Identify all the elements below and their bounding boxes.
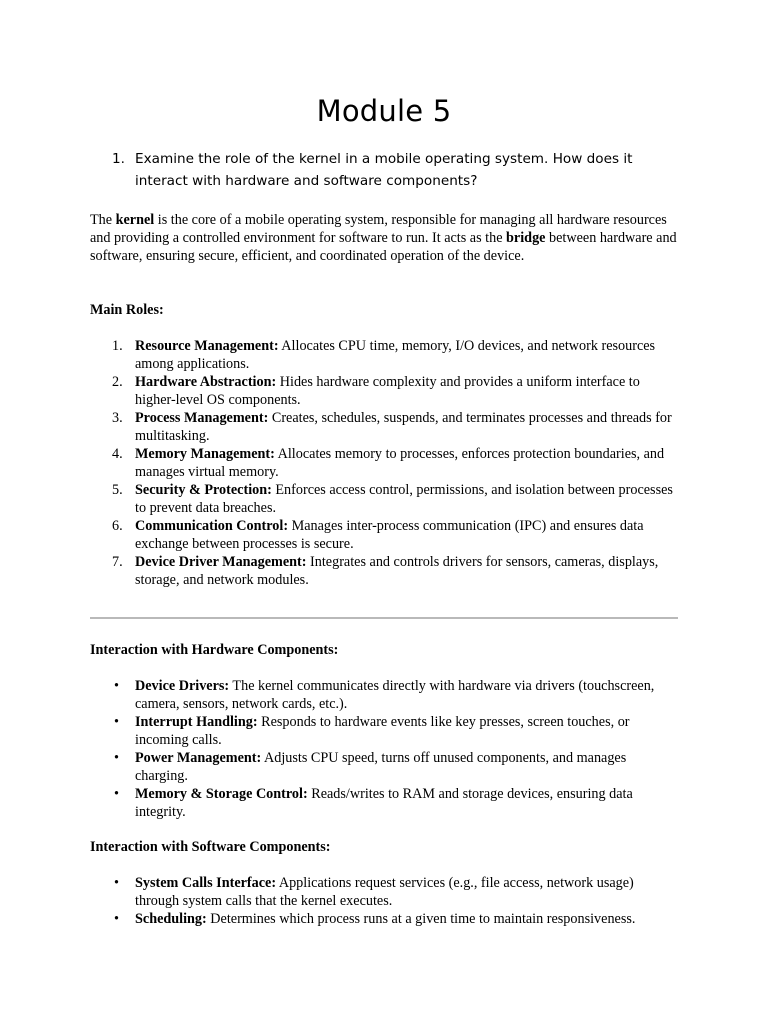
list-item-desc: Allocates CPU time, memory, I/O devices, and network resources among applications. [135, 338, 656, 372]
intro-paragraph [90, 211, 680, 265]
list-item [90, 481, 680, 517]
list-item-desc: Responds to hardware events like key presses, screen touches, or incoming calls. [135, 714, 630, 748]
list-item [90, 337, 680, 373]
list-item-desc: Hides hardware complexity and provides a uniform interface to higher-level OS components. [135, 374, 640, 408]
intro-text-3: between hardware and software, ensuring secure, efficient, and coordinated operation of the device. [90, 230, 677, 264]
page-title: Module 5 [316, 94, 452, 128]
list-item-term: Memory Management: [135, 446, 275, 462]
list-item-desc: The kernel communicates directly with hardware via drivers (touchscreen, camera, sensors, network cards, etc.). [135, 678, 655, 712]
list-item-term: Interrupt Handling: [135, 714, 258, 730]
hardware-heading: Interaction with Hardware Components: [90, 642, 339, 658]
list-item [90, 910, 680, 928]
list-number: 5. [112, 482, 123, 498]
list-item [90, 373, 680, 409]
list-item-term: Power Management: [135, 750, 262, 766]
list-number: 2. [112, 374, 123, 390]
list-item-desc: Manages inter-process communication (IPC) and ensures data exchange between processes is secure. [135, 518, 644, 552]
list-item-term: Process Management: [135, 410, 269, 426]
list-item-term: Scheduling: [135, 911, 207, 927]
list-item-desc: Reads/writes to RAM and storage devices, ensuring data integrity. [135, 786, 633, 820]
list-number: 7. [112, 554, 123, 570]
list-item-term: Communication Control: [135, 518, 289, 534]
list-item-term: Memory & Storage Control: [135, 786, 308, 802]
intro-kernel-term: kernel [115, 212, 155, 228]
bullet-icon: • [114, 786, 119, 802]
list-item-term: Security & Protection: [135, 482, 272, 498]
list-item-desc: Creates, schedules, suspends, and terminates processes and threads for multitasking. [135, 410, 672, 444]
list-item [90, 749, 680, 785]
list-item-desc: Allocates memory to processes, enforces protection boundaries, and manages virtual memory. [135, 446, 665, 480]
list-item-term: Resource Management: [135, 338, 279, 354]
main-roles-heading: Main Roles: [90, 302, 164, 318]
question-text: Examine the role of the kernel in a mobile operating system. How does it interact with hardware and software components? [135, 151, 633, 189]
list-item [90, 874, 680, 910]
list-item-term: System Calls Interface: [135, 875, 277, 891]
intro-text-2: is the core of a mobile operating system, responsible for managing all hardware resources and providing a controlled environment for software to run. It acts as the [90, 212, 667, 246]
intro-text-1: The [90, 212, 116, 228]
horizontal-divider [90, 617, 678, 619]
intro-bridge-term: bridge [506, 230, 546, 246]
bullet-icon: • [114, 750, 119, 766]
list-item [90, 713, 680, 749]
bullet-icon: • [114, 714, 119, 730]
list-number: 1. [112, 338, 123, 354]
bullet-icon: • [114, 678, 119, 694]
list-item-desc: Integrates and controls drivers for sensors, cameras, displays, storage, and network modules. [135, 554, 659, 588]
list-item [90, 677, 680, 713]
software-list [90, 874, 680, 928]
list-item-desc: Adjusts CPU speed, turns off unused components, and manages charging. [135, 750, 627, 784]
list-item [90, 445, 680, 481]
list-number: 4. [112, 446, 123, 462]
question-1 [112, 148, 672, 192]
list-item-term: Device Driver Management: [135, 554, 307, 570]
bullet-icon: • [114, 875, 119, 891]
list-item-desc: Applications request services (e.g., file access, network usage) through system calls that the kernel executes. [135, 875, 634, 909]
list-item-desc: Determines which process runs at a given time to maintain responsiveness. [206, 911, 636, 927]
software-heading: Interaction with Software Components: [90, 839, 331, 855]
list-item-desc: Enforces access control, permissions, and isolation between processes to prevent data breaches. [135, 482, 673, 516]
list-item-term: Device Drivers: [135, 678, 230, 694]
bullet-icon: • [114, 911, 119, 927]
list-number: 3. [112, 410, 123, 426]
list-item-term: Hardware Abstraction: [135, 374, 277, 390]
list-item [90, 553, 680, 589]
question-number: 1. [112, 151, 125, 167]
hardware-list [90, 677, 680, 821]
list-item [90, 409, 680, 445]
list-item [90, 517, 680, 553]
main-roles-list [90, 337, 680, 589]
list-number: 6. [112, 518, 123, 534]
list-item [90, 785, 680, 821]
